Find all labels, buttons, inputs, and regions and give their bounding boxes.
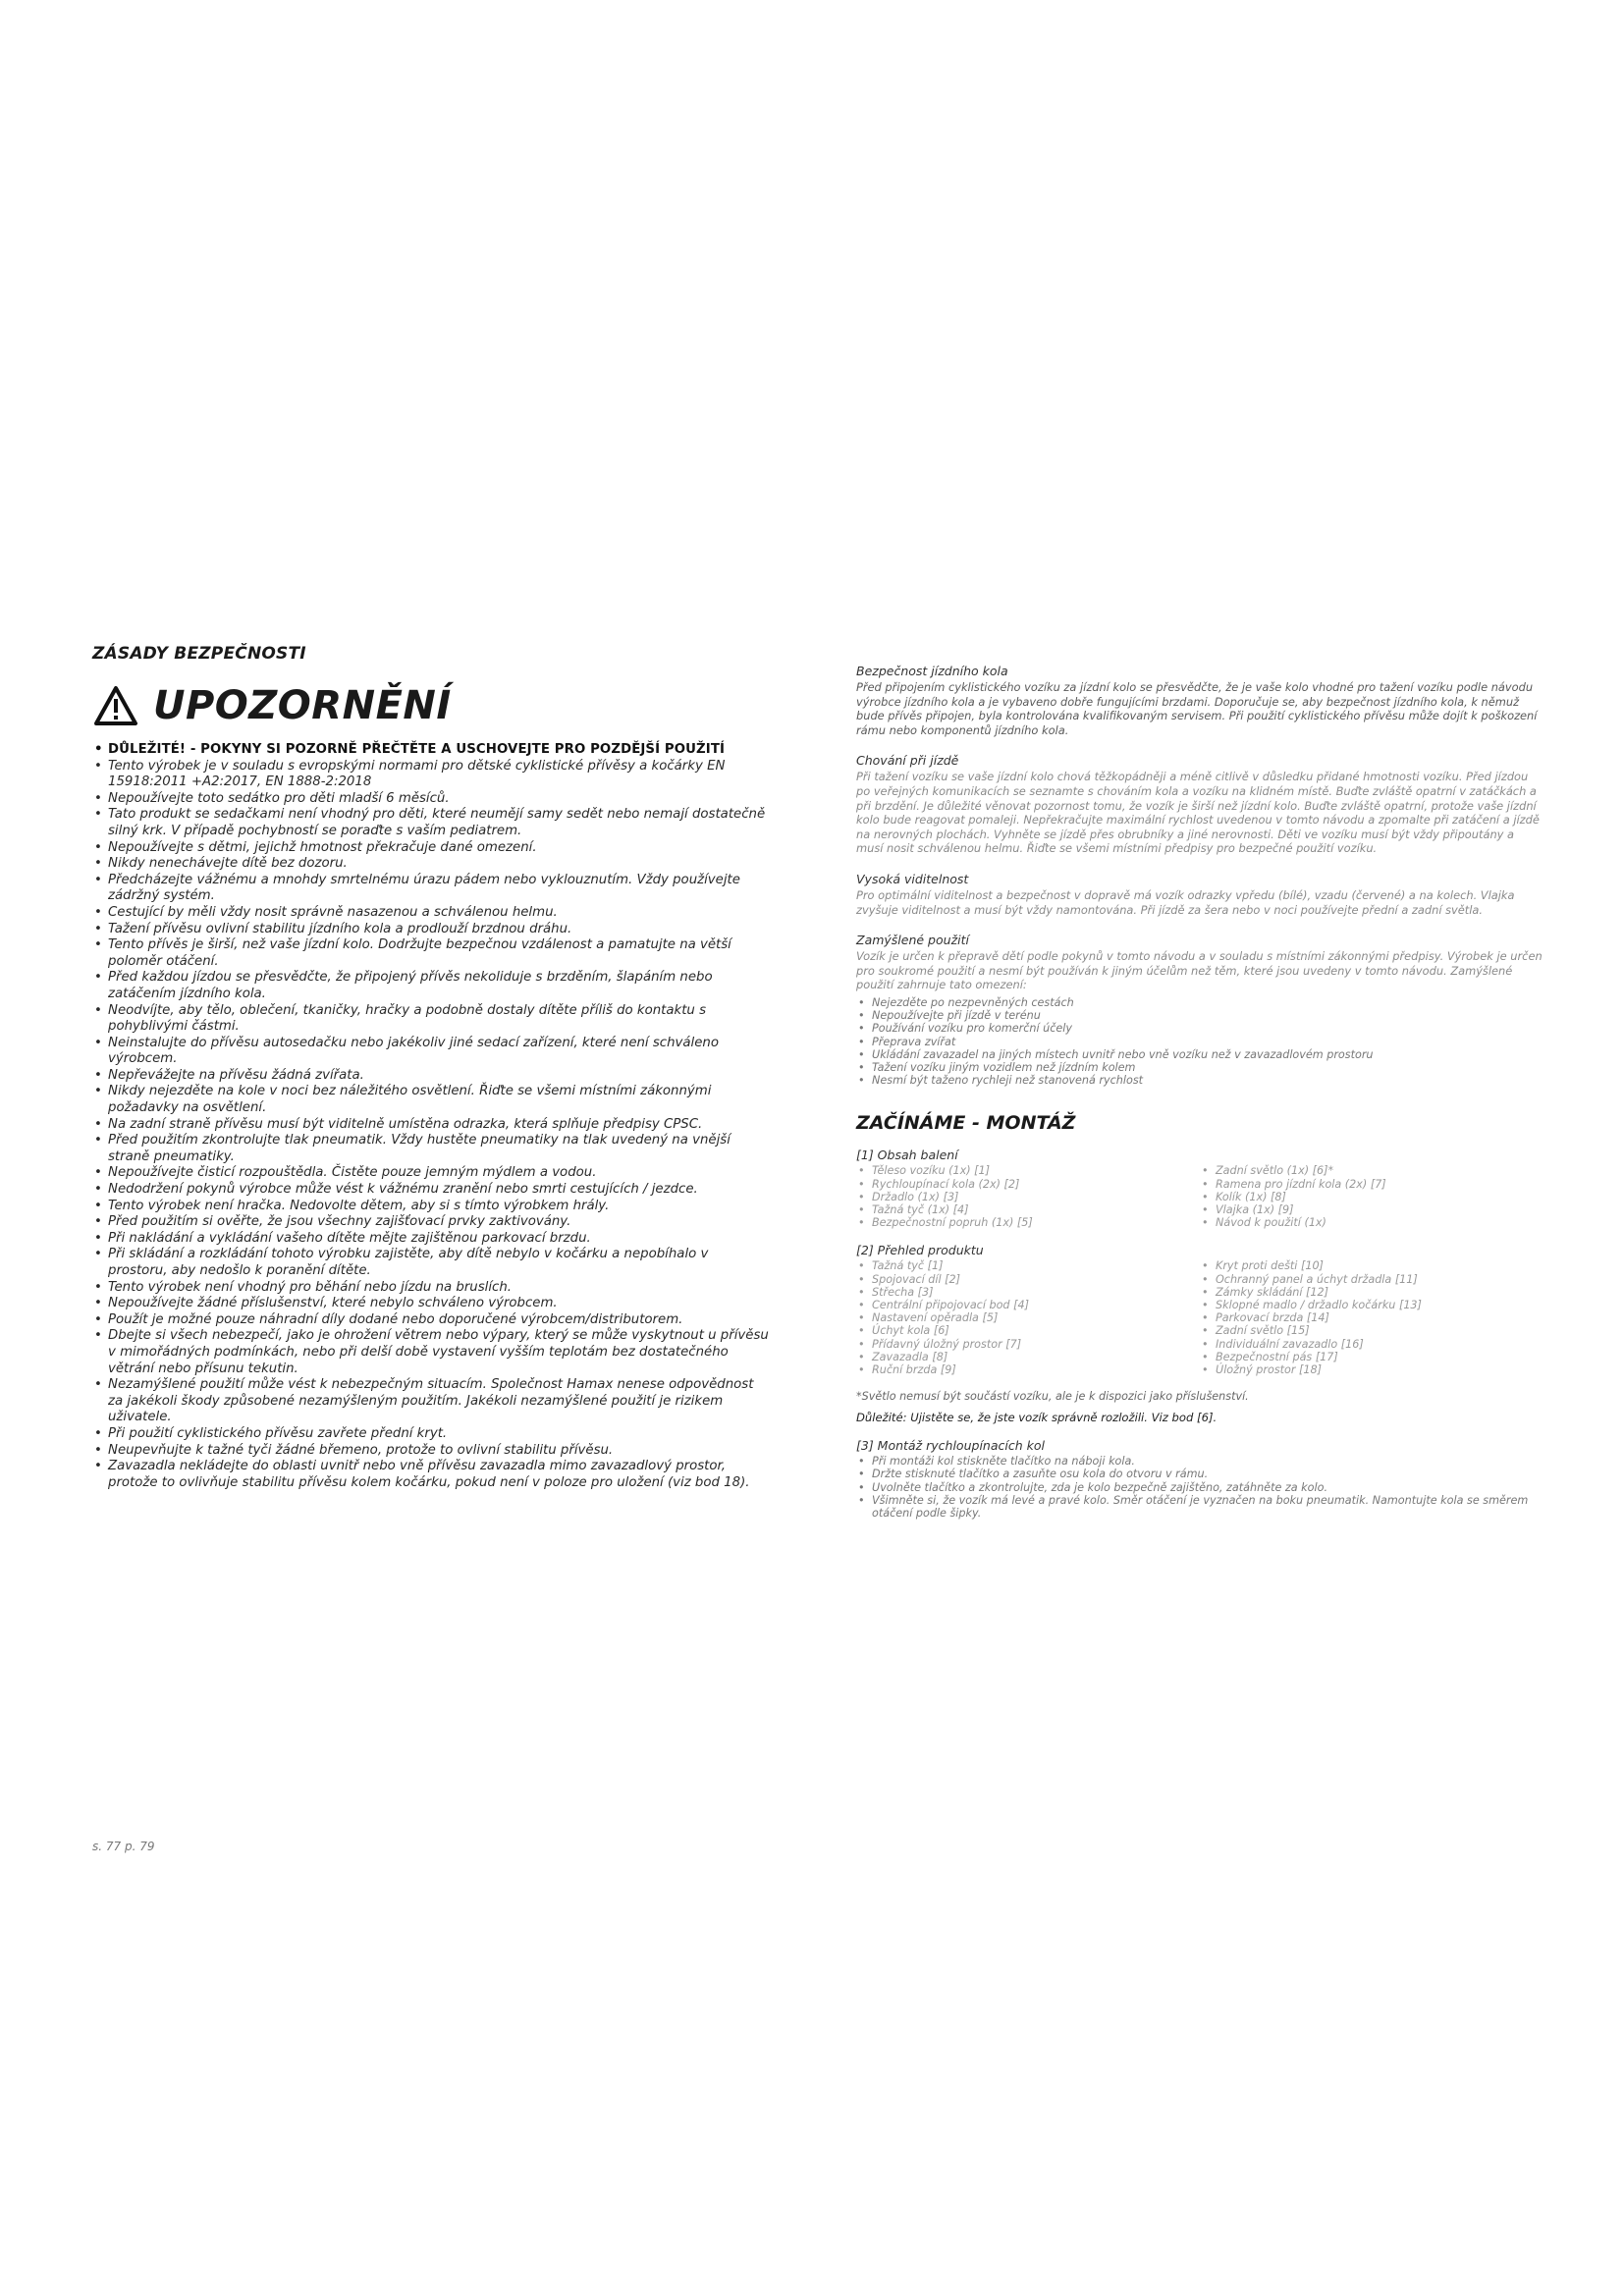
overview-list-1 — [856, 1259, 1200, 1376]
quick-wheels-heading: [3] Montáž rychloupínacích kol — [856, 1438, 1045, 1454]
section-bike-safety — [856, 664, 1543, 737]
list-item: • Před použitím zkontrolujte tlak pneumatik. Vždy hustěte pneumatiky na tlak uvedený na vnější straně pneumatiky. — [92, 1133, 770, 1165]
list-item: • Cestující by měli vždy nosit správně nasazenou a schválenou helmu. — [92, 905, 770, 922]
list-item: • Na zadní straně přívěsu musí být viditelně umístěna odrazka, která splňuje předpisy CPSC. — [92, 1117, 770, 1134]
list-item: • Tažení vozíku jiným vozidlem než jízdním kolem — [856, 1061, 1543, 1074]
section-text: Vozík je určen k přepravě dětí podle pokynů v tomto návodu a v souladu s místními zákonnými předpisy. Výrobek je určen pro soukromé použití a nesmí být používán k jiným účelům než těm, které jsou uvedeny v tomto návodu. Zamýšlené použití zahrnuje tato omezení: — [856, 949, 1543, 992]
overview-lists — [856, 1259, 1543, 1376]
list-item: • Nejezděte po nezpevněných cestách — [856, 996, 1543, 1009]
accessory-note: *Světlo nemusí být součástí vozíku, ale je k dispozici jako příslušenství. — [856, 1390, 1249, 1404]
list-item: • Centrální připojovací bod [4] — [856, 1299, 1200, 1311]
list-item: • Parkovací brzda [14] — [1200, 1311, 1543, 1324]
list-item: • Nepřevážejte na přívěsu žádná zvířata. — [92, 1068, 770, 1085]
section-heading: Chování při jízdě — [856, 753, 959, 769]
contents-lists — [856, 1164, 1543, 1229]
list-item: • Vlajka (1x) [9] — [1200, 1203, 1543, 1216]
assembly-title: ZAČÍNÁME - MONTÁŽ — [856, 1112, 1076, 1135]
list-item: • Ukládání zavazadel na jiných místech uvnitř nebo vně vozíku než v zavazadlovém prostoru — [856, 1048, 1543, 1061]
list-item: • Nepoužívejte při jízdě v terénu — [856, 1009, 1543, 1022]
list-item: • Nesmí být taženo rychleji než stanovená rychlost — [856, 1074, 1543, 1087]
list-item: • Nikdy nejezděte na kole v noci bez náležitého osvětlení. Řiďte se všemi místními zákonnými požadavky na osvětlení. — [92, 1084, 770, 1116]
list-item: • Při montáži kol stiskněte tlačítko na náboji kola. — [856, 1455, 1543, 1468]
list-item: • Přeprava zvířat — [856, 1036, 1543, 1048]
list-item: • Uvolněte tlačítko a zkontrolujte, zda je kolo bezpečně zajištěno, zatáhněte za kolo. — [856, 1481, 1543, 1494]
section-heading: Zamýšlené použití — [856, 933, 969, 948]
important-note: Důležité: Ujistěte se, že jste vozík správně rozložili. Viz bod [6]. — [856, 1411, 1218, 1425]
list-item: • Ruční brzda [9] — [856, 1363, 1200, 1376]
list-item: • Těleso vozíku (1x) [1] — [856, 1164, 1200, 1177]
safety-column — [92, 644, 770, 1491]
list-item: • Držadlo (1x) [3] — [856, 1191, 1200, 1203]
safety-list — [92, 742, 770, 1491]
list-item: • Návod k použití (1x) — [1200, 1216, 1543, 1229]
list-item: • Rychloupínací kola (2x) [2] — [856, 1178, 1200, 1191]
list-item: • Zámky skládání [12] — [1200, 1286, 1543, 1299]
section-riding — [856, 753, 1543, 856]
list-item: • Nikdy nenechávejte dítě bez dozoru. — [92, 856, 770, 873]
section-heading: Vysoká viditelnost — [856, 871, 969, 886]
list-item: • Tento výrobek je v souladu s evropskými normami pro dětské cyklistické přívěsy a kočárky EN 15918:2011 +A2:2017, EN 1888-2:2018 — [92, 759, 770, 791]
section-text: Před připojením cyklistického vozíku za jízdní kolo se přesvědčte, že je vaše kolo vhodné pro tažení vozíku podle návodu výrobce jízdního kola a je vybaveno dobře fungujícími brzdami. Doporučuje se, aby bezpečnost jízdního kola, k němuž bude přívěs připojen, byla kontrolována kvalifikovaným servisem. Při použití cyklistického přívěsu může dojít k poškození rámu nebo komponentů jízdního kola. — [856, 680, 1538, 737]
list-item: • Bezpečnostní popruh (1x) [5] — [856, 1216, 1200, 1229]
list-item: • Spojovací díl [2] — [856, 1273, 1200, 1286]
list-item: • Tato produkt se sedačkami není vhodný pro děti, které neumějí samy sedět nebo nemají dostatečně silný krk. V případě pochybností se poraďte s vaším pediatrem. — [92, 807, 770, 839]
list-item: • Tažení přívěsu ovlivní stabilitu jízdního kola a prodlouží brzdnou dráhu. — [92, 922, 770, 938]
list-item: • Před použitím si ověřte, že jsou všechny zajišťovací prvky zaktivovány. — [92, 1214, 770, 1231]
section-intended-use — [856, 933, 1543, 1087]
list-item: • Při skládání a rozkládání tohoto výrobku zajistěte, aby dítě nebylo v kočárku a nepobíhalo v prostoru, aby nedošlo k poranění dítěte. — [92, 1247, 770, 1279]
list-item: • Tento přívěs je širší, než vaše jízdní kolo. Dodržujte bezpečnou vzdálenost a pamatujte na větší poloměr otáčení. — [92, 937, 770, 970]
list-item: • Držte stisknuté tlačítko a zasuňte osu kola do otvoru v rámu. — [856, 1468, 1543, 1480]
section-heading: Bezpečnost jízdního kola — [856, 664, 1008, 678]
list-item: • Všimněte si, že vozík má levé a pravé kolo. Směr otáčení je vyznačen na boku pneumatik. Namontujte kola se směrem otáčení podle šipky. — [856, 1494, 1543, 1520]
list-item: • Tažná tyč [1] — [856, 1259, 1200, 1272]
list-item: • Neodvíjte, aby tělo, oblečení, tkaničky, hračky a podobně dostaly dítěte příliš do kontaktu s pohyblivými částmi. — [92, 1003, 770, 1036]
list-item: • Kryt proti dešti [10] — [1200, 1259, 1543, 1272]
list-item: • Při nakládání a vykládání vašeho dítěte mějte zajištěnou parkovací brzdu. — [92, 1231, 770, 1248]
list-item: • Zadní světlo (1x) [6]* — [1200, 1164, 1543, 1177]
section-text: Pro optimální viditelnost a bezpečnost v dopravě má vozík odrazky vpředu (bílé), vzadu (červené) a na kolech. Vlajka zvyšuje viditelnost a musí být vždy namontována. Při jízdě za šera nebo v noci používejte přední a zadní světla. — [856, 887, 1515, 917]
page-reference: s. 77 p. 79 — [92, 1840, 155, 1853]
list-item: • Kolík (1x) [8] — [1200, 1191, 1543, 1203]
list-item: • Tento výrobek není vhodný pro běhání nebo jízdu na bruslích. — [92, 1280, 770, 1297]
list-item: • Ochranný panel a úchyt držadla [11] — [1200, 1273, 1543, 1286]
list-item: • Zadní světlo [15] — [1200, 1324, 1543, 1337]
list-item: • Dbejte si všech nebezpečí, jako je ohrožení větrem nebo výpary, který se může vyskytnout u přívěsu v mimořádných podmínkách, nebo při delší době vystavení vyšším teplotám bez dostatečného větrání nebo přísunu tekutin. — [92, 1328, 770, 1377]
warning-header — [92, 683, 770, 728]
list-item: • Nezamýšlené použití může vést k nebezpečným situacím. Společnost Hamax nenese odpovědnost za jakékoli škody způsobené nezamýšleným použitím. Jakékoli nezamýšlené použití je rizikem uživatele. — [92, 1377, 770, 1426]
list-item: • Používání vozíku pro komerční účely — [856, 1022, 1543, 1035]
warning-title: UPOZORNĚNÍ — [153, 683, 452, 728]
section-title: ZÁSADY BEZPEČNOSTI — [92, 644, 306, 664]
list-item: • Nepoužívejte toto sedátko pro děti mladší 6 měsíců. — [92, 791, 770, 808]
list-item: • Tento výrobek není hračka. Nedovolte dětem, aby si s tímto výrobkem hrály. — [92, 1199, 770, 1215]
list-item: • Před každou jízdou se přesvědčte, že připojený přívěs nekoliduje s brzděním, šlapáním nebo zatáčením jízdního kola. — [92, 970, 770, 1002]
contents-list-2 — [1200, 1164, 1543, 1229]
quick-wheels-list — [856, 1455, 1543, 1520]
info-column — [856, 664, 1543, 1520]
section-text: Při tažení vozíku se vaše jízdní kolo chová těžkopádněji a méně citlivě v důsledku přidané hmotnosti vozíku. Před jízdou po veřejných komunikacích se seznamte s chováním kola a vozíku na klidném místě. Buďte zvláště opatrní v zatáčkách a při brzdění. Je důležité věnovat pozornost tomu, že vozík je širší než jízdní kolo. Buďte zvláště opatrní, protože vaše jízdní kolo bude reagovat pomaleji. Nepřekračujte maximální rychlost uvedenou v tomto návodu a zpomalte při zatáčení a jízdě na nerovných plochách. Vyhněte se jízdě přes obrubníky a jiné nerovnosti. Děti ve vozíku musí být vždy připoutány a musí nosit schválenou helmu. Řiďte se všemi místními předpisy pro bezpečné použití vozíku. — [856, 770, 1540, 856]
list-item: • Zavazadla nekládejte do oblasti uvnitř nebo vně přívěsu zavazadla mimo zavazadlový prostor, protože to ovlivňuje stabilitu přívěsu kolem kočárku, pokud není v poloze pro uložení (viz bod 18). — [92, 1459, 770, 1491]
list-item: • Předcházejte vážnému a mnohdy smrtelnému úrazu pádem nebo vyklouznutím. Vždy používejte zádržný systém. — [92, 873, 770, 905]
list-item: • Tažná tyč (1x) [4] — [856, 1203, 1200, 1216]
list-item: • DŮLEŽITÉ! - POKYNY SI POZORNĚ PŘEČTĚTE A USCHOVEJTE PRO POZDĚJŠÍ POUŽITÍ — [92, 742, 770, 759]
list-item: • Neupevňujte k tažné tyči žádné břemeno, protože to ovlivní stabilitu přívěsu. — [92, 1443, 770, 1460]
overview-list-2 — [1200, 1259, 1543, 1376]
list-item: • Nepoužívejte s dětmi, jejichž hmotnost překračuje dané omezení. — [92, 840, 770, 857]
list-item: • Nepoužívejte čisticí rozpouštědla. Čistěte pouze jemným mýdlem a vodou. — [92, 1165, 770, 1182]
list-item: • Bezpečnostní pás [17] — [1200, 1351, 1543, 1363]
list-item: • Sklopné madlo / držadlo kočárku [13] — [1200, 1299, 1543, 1311]
list-item: • Přídavný úložný prostor [7] — [856, 1338, 1200, 1351]
section-visibility — [856, 872, 1543, 917]
warning-triangle-icon — [92, 684, 139, 727]
list-item: • Úchyt kola [6] — [856, 1324, 1200, 1337]
intended-use-list — [856, 996, 1543, 1087]
list-item: • Při použití cyklistického přívěsu zavřete přední kryt. — [92, 1426, 770, 1443]
list-item: • Nedodržení pokynů výrobce může vést k vážnému zranění nebo smrti cestujících / jezdce. — [92, 1182, 770, 1199]
list-item: • Nastavení opěradla [5] — [856, 1311, 1200, 1324]
overview-heading: [2] Přehled produktu — [856, 1243, 984, 1258]
contents-list-1 — [856, 1164, 1200, 1229]
list-item: • Neinstalujte do přívěsu autosedačku nebo jakékoliv jiné sedací zařízení, které není schváleno výrobcem. — [92, 1036, 770, 1068]
list-item: • Použít je možné pouze náhradní díly dodané nebo doporučené výrobcem/distributorem. — [92, 1312, 770, 1329]
list-item: • Nepoužívejte žádné příslušenství, které nebylo schváleno výrobcem. — [92, 1296, 770, 1312]
list-item: • Zavazadla [8] — [856, 1351, 1200, 1363]
list-item: • Střecha [3] — [856, 1286, 1200, 1299]
list-item: • Ramena pro jízdní kola (2x) [7] — [1200, 1178, 1543, 1191]
contents-heading: [1] Obsah balení — [856, 1148, 958, 1163]
list-item: • Úložný prostor [18] — [1200, 1363, 1543, 1376]
list-item: • Individuální zavazadlo [16] — [1200, 1338, 1543, 1351]
